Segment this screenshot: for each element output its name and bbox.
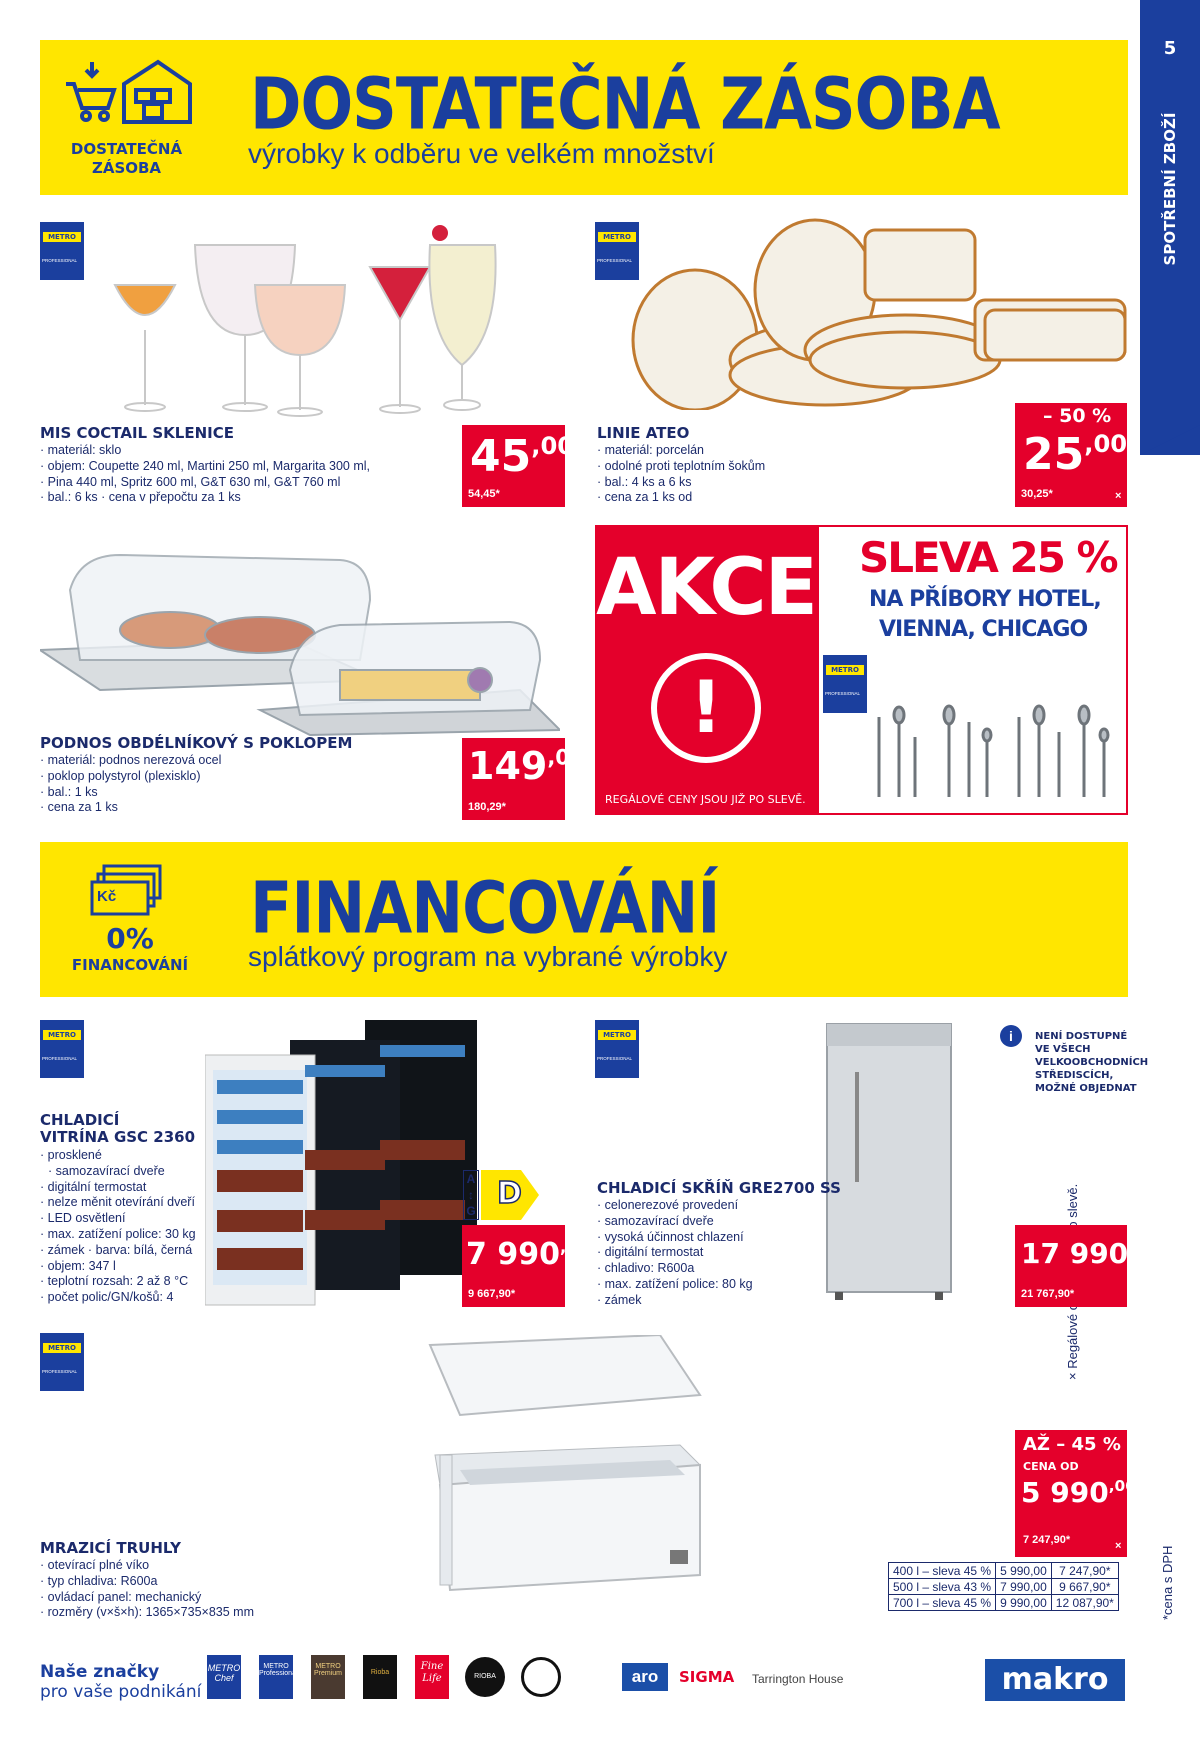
variant-price: 7 990,00	[996, 1579, 1052, 1595]
freezer-price: 5 $990^{,00}$	[1021, 1476, 1136, 1509]
cutlery-line1: SLEVA 25 %	[859, 533, 1117, 582]
price-int: 25	[1023, 429, 1085, 480]
glasses-spec: · objem: Coupette 240 ml, Martini 250 ml, Margarita 300 ml,	[40, 459, 370, 475]
fridge-spec: · chladivo: R600a	[597, 1261, 753, 1277]
metro-text: METRO	[826, 665, 864, 675]
banner2-title: FINANCOVÁNÍ	[250, 866, 720, 950]
category-label: SPOTŘEBNÍ ZBOŽÍ	[1161, 112, 1179, 266]
brand-logos	[207, 1655, 857, 1705]
showcase-title-1: CHLADICÍ	[40, 1111, 120, 1129]
banner-financing	[40, 842, 1128, 997]
metro-professional-logo	[40, 1333, 84, 1391]
variant-size: 400 l – sleva 45 %	[889, 1563, 996, 1579]
porcelain-plates-image	[615, 210, 1135, 410]
showcase-spec: · digitální termostat	[40, 1180, 196, 1196]
cutlery-line3: VIENNA, CHICAGO	[879, 617, 1088, 642]
tray-spec: · cena za 1 ks	[40, 800, 221, 816]
kc-label: Kč	[97, 888, 117, 905]
showcase-fridges-image	[205, 1020, 480, 1310]
glasses-price: $45^{,00}$	[470, 431, 575, 482]
freezer-cross: ×	[1115, 1540, 1122, 1552]
fridge-title: CHLADICÍ SKŘÍŇ GRE2700 SS	[597, 1179, 841, 1197]
cocktail-glasses-image	[100, 225, 520, 425]
table-row	[889, 1595, 1119, 1611]
metro-sub: PROFESSIONAL	[42, 258, 78, 263]
glasses-spec: · Pina 440 ml, Spritz 600 ml, G&T 630 ml, G&T 760 ml	[40, 475, 370, 491]
metro-professional-logo	[40, 222, 84, 280]
fridge-price-vat: 21 767,90*	[1021, 1288, 1075, 1300]
notice-line: MOŽNÉ OBJEDNAT	[1035, 1083, 1137, 1094]
brand-rioba[interactable]: RIOBA	[465, 1657, 505, 1697]
freezer-spec: · typ chladiva: R600a	[40, 1574, 254, 1590]
variant-size: 700 l – sleva 45 %	[889, 1595, 996, 1611]
brand-rioba-gold[interactable]: Rioba	[363, 1655, 397, 1699]
fridge-price-box	[1015, 1225, 1156, 1307]
notice-line: STŘEDISCÍCH,	[1035, 1070, 1114, 1081]
fridge-spec: · max. zatížení police: 80 kg	[597, 1277, 753, 1293]
fridge-spec: · vysoká účinnost chlazení	[597, 1230, 753, 1246]
metro-text: METRO	[598, 1030, 636, 1040]
glasses-price-box	[462, 425, 575, 507]
brand-tarrington-house[interactable]: Tarrington House	[752, 1672, 844, 1686]
price-int: 17 990	[1021, 1237, 1129, 1270]
banner1-subtitle: výrobky k odběru ve velkém množství	[248, 138, 715, 169]
plates-price-vat: 30,25*	[1021, 488, 1053, 500]
freezer-specs	[40, 1558, 254, 1621]
banner1-icon-line1: DOSTATEČNÁ	[70, 140, 183, 158]
plates-specs	[597, 443, 765, 506]
metro-sub: PROFESSIONAL	[42, 1056, 78, 1061]
stainless-fridge-image	[825, 1022, 955, 1302]
showcase-spec: · samozavírací dveře	[40, 1164, 196, 1180]
freezer-spec: · ovládací panel: mechanický	[40, 1590, 254, 1606]
tray-with-lid-image	[40, 540, 560, 740]
metro-text: METRO	[43, 1030, 81, 1040]
akce-title: AKCE	[596, 543, 816, 633]
variant-price: 9 990,00	[996, 1595, 1052, 1611]
tray-price: $149^{,00}$	[468, 744, 585, 788]
footer-line2: pro vaše podnikání	[40, 1682, 202, 1702]
metro-sub: PROFESSIONAL	[42, 1369, 78, 1374]
freezer-price-from: CENA OD	[1023, 1460, 1079, 1473]
freezer-variants-table	[888, 1562, 1119, 1611]
showcase-price: 7 $990^{,00}$	[466, 1237, 590, 1272]
availability-notice	[1035, 1030, 1148, 1095]
akce-note: REGÁLOVÉ CENY JSOU JIŽ PO SLEVĚ.	[605, 793, 806, 806]
metro-sub: PROFESSIONAL	[597, 1056, 633, 1061]
metro-sub: PROFESSIONAL	[825, 691, 861, 696]
metro-text: METRO	[598, 232, 636, 242]
plates-title: LINIE ATEO	[597, 424, 690, 442]
energy-class: D	[497, 1176, 522, 1211]
price-dec: 00	[566, 1237, 590, 1257]
freezer-spec: · otevírací plné víko	[40, 1558, 254, 1574]
freezer-spec: · rozměry (v×š×h): 1365×735×835 mm	[40, 1605, 254, 1621]
fridge-price: 17 $990^{,00}$	[1021, 1237, 1156, 1270]
akce-mark: !	[689, 665, 723, 749]
makro-text: makro	[1001, 1662, 1109, 1697]
banner2-icon-label: FINANCOVÁNÍ	[71, 956, 189, 974]
table-row	[889, 1579, 1119, 1595]
glasses-specs	[40, 443, 370, 506]
plates-price: $25^{,00}$	[1023, 429, 1128, 480]
banner2-subtitle: splátkový program na vybrané výrobky	[248, 941, 728, 972]
metro-text: METRO	[43, 1343, 81, 1353]
brand-metro-professional[interactable]: METRO Professional	[259, 1655, 293, 1699]
variant-price-vat: 7 247,90*	[1051, 1563, 1118, 1579]
plates-spec: · materiál: porcelán	[597, 443, 765, 459]
page-number: 5	[1163, 38, 1177, 59]
brand-metro-chef[interactable]: METRO Chef	[207, 1655, 241, 1699]
tray-specs	[40, 753, 221, 816]
plates-discount: – 50 %	[1043, 405, 1112, 427]
price-int: 7 990	[466, 1237, 560, 1272]
price-dec: 00	[555, 745, 585, 770]
metro-professional-logo	[40, 1020, 84, 1078]
metro-text: METRO	[43, 232, 81, 242]
variant-price-vat: 12 087,90*	[1051, 1595, 1118, 1611]
tab-arrow	[1140, 425, 1200, 455]
brand-sigma[interactable]: SIGMA	[679, 1668, 735, 1686]
tray-price-box	[462, 738, 585, 820]
energy-top: A	[466, 1172, 476, 1186]
banner1-icon-label	[54, 140, 199, 178]
fridge-spec: · celonerezové provedení	[597, 1198, 753, 1214]
footnote-regal	[1065, 1050, 1080, 1380]
price-dec: 00	[1093, 430, 1128, 459]
plates-spec: · bal.: 4 ks a 6 ks	[597, 475, 765, 491]
freezer-discount: AŽ – 45 %	[1023, 1434, 1121, 1455]
tray-spec: · bal.: 1 ks	[40, 785, 221, 801]
showcase-specs	[40, 1148, 196, 1306]
chest-freezer-image	[400, 1335, 710, 1595]
notice-line: NENÍ DOSTUPNÉ	[1035, 1031, 1128, 1042]
banner-stock	[40, 40, 1128, 195]
notice-line: VE VŠECH	[1035, 1044, 1091, 1055]
brand-fine-life[interactable]: Fine Life	[415, 1655, 449, 1699]
info-icon: i	[1000, 1025, 1022, 1047]
showcase-spec: · prosklené	[40, 1148, 196, 1164]
banner1-icon-line2: ZÁSOBA	[91, 159, 162, 177]
banner2-percent: 0%	[106, 922, 154, 955]
price-dec: 00	[540, 432, 575, 461]
showcase-spec: · LED osvětlení	[40, 1211, 196, 1227]
brand-metro-premium[interactable]: METRO Premium	[311, 1655, 345, 1699]
plates-spec: · odolné proti teplotním šokům	[597, 459, 765, 475]
freezer-price-vat: 7 247,90*	[1023, 1534, 1071, 1546]
tray-spec: · materiál: podnos nerezová ocel	[40, 753, 221, 769]
plates-spec: · cena za 1 ks od	[597, 490, 765, 506]
tray-price-vat: 180,29*	[468, 801, 506, 813]
tray-spec: · poklop polystyrol (plexisklo)	[40, 769, 221, 785]
price-int: 149	[468, 744, 548, 788]
fridge-spec: · digitální termostat	[597, 1245, 753, 1261]
notice-line: VELKOOBCHODNÍCH	[1035, 1057, 1149, 1068]
metro-sub: PROFESSIONAL	[597, 258, 633, 263]
showcase-spec: · max. zatížení police: 30 kg	[40, 1227, 196, 1243]
glasses-spec: · materiál: sklo	[40, 443, 370, 459]
showcase-title	[40, 1112, 195, 1146]
price-int: 5 990	[1021, 1476, 1109, 1509]
fridge-specs	[597, 1198, 753, 1309]
glasses-spec: · bal.: 6 ks · cena v přepočtu za 1 ks	[40, 490, 370, 506]
glasses-price-vat: 54,45*	[468, 488, 500, 500]
showcase-spec: · zámek · barva: bílá, černá	[40, 1243, 196, 1259]
category-tab[interactable]	[1140, 0, 1200, 455]
freezer-price-box	[1015, 1430, 1136, 1557]
showcase-spec: · objem: 347 l	[40, 1259, 196, 1275]
showcase-price-vat: 9 667,90*	[468, 1288, 516, 1300]
fridge-spec: · samozavírací dveře	[597, 1214, 753, 1230]
plates-price-box	[1015, 403, 1127, 507]
cutlery-block	[817, 525, 1128, 815]
showcase-spec: · nelze měnit otevírání dveří	[40, 1195, 196, 1211]
freezer-title: MRAZICÍ TRUHLY	[40, 1539, 181, 1557]
energy-label	[463, 1170, 543, 1220]
cutlery-line2: NA PŘÍBORY HOTEL,	[869, 587, 1101, 612]
metro-professional-logo	[823, 655, 867, 713]
variant-price: 5 990,00	[996, 1563, 1052, 1579]
price-dec: 00	[1114, 1477, 1136, 1496]
showcase-title-2: VITRÍNA GSC 2360	[40, 1128, 196, 1146]
banner1-title: DOSTATEČNÁ ZÁSOBA	[250, 62, 1000, 146]
price-dec: 00	[1134, 1238, 1156, 1257]
variant-size: 500 l – sleva 43 %	[889, 1579, 996, 1595]
akce-block	[595, 525, 817, 815]
tray-title: PODNOS OBDÉLNÍKOVÝ S POKLOPEM	[40, 734, 353, 752]
metro-professional-logo	[595, 1020, 639, 1078]
footnote-dph: *cena s DPH	[1160, 1545, 1175, 1620]
brand-aro[interactable]: aro	[622, 1663, 668, 1691]
showcase-price-box	[462, 1225, 590, 1307]
energy-scale	[463, 1170, 479, 1220]
energy-arrow-icon: ↕	[468, 1188, 474, 1202]
table-row	[889, 1563, 1119, 1579]
warehouse-cart-icon	[62, 56, 192, 126]
price-int: 45	[470, 431, 532, 482]
variant-price-vat: 9 667,90*	[1051, 1579, 1118, 1595]
makro-logo[interactable]	[985, 1659, 1125, 1701]
energy-bottom: G	[466, 1204, 476, 1218]
footer-brands-label	[40, 1662, 201, 1702]
footer-line1: Naše značky	[40, 1662, 160, 1682]
cutlery-image	[869, 697, 1119, 807]
showcase-spec: · počet polic/GN/košů: 4	[40, 1290, 196, 1306]
grapes-icon[interactable]	[521, 1657, 561, 1697]
plates-cross: ×	[1115, 490, 1122, 502]
fridge-spec: · zámek	[597, 1293, 753, 1309]
glasses-title: MIS COCTAIL SKLENICE	[40, 424, 234, 442]
showcase-spec: · teplotní rozsah: 2 až 8 °C	[40, 1274, 196, 1290]
